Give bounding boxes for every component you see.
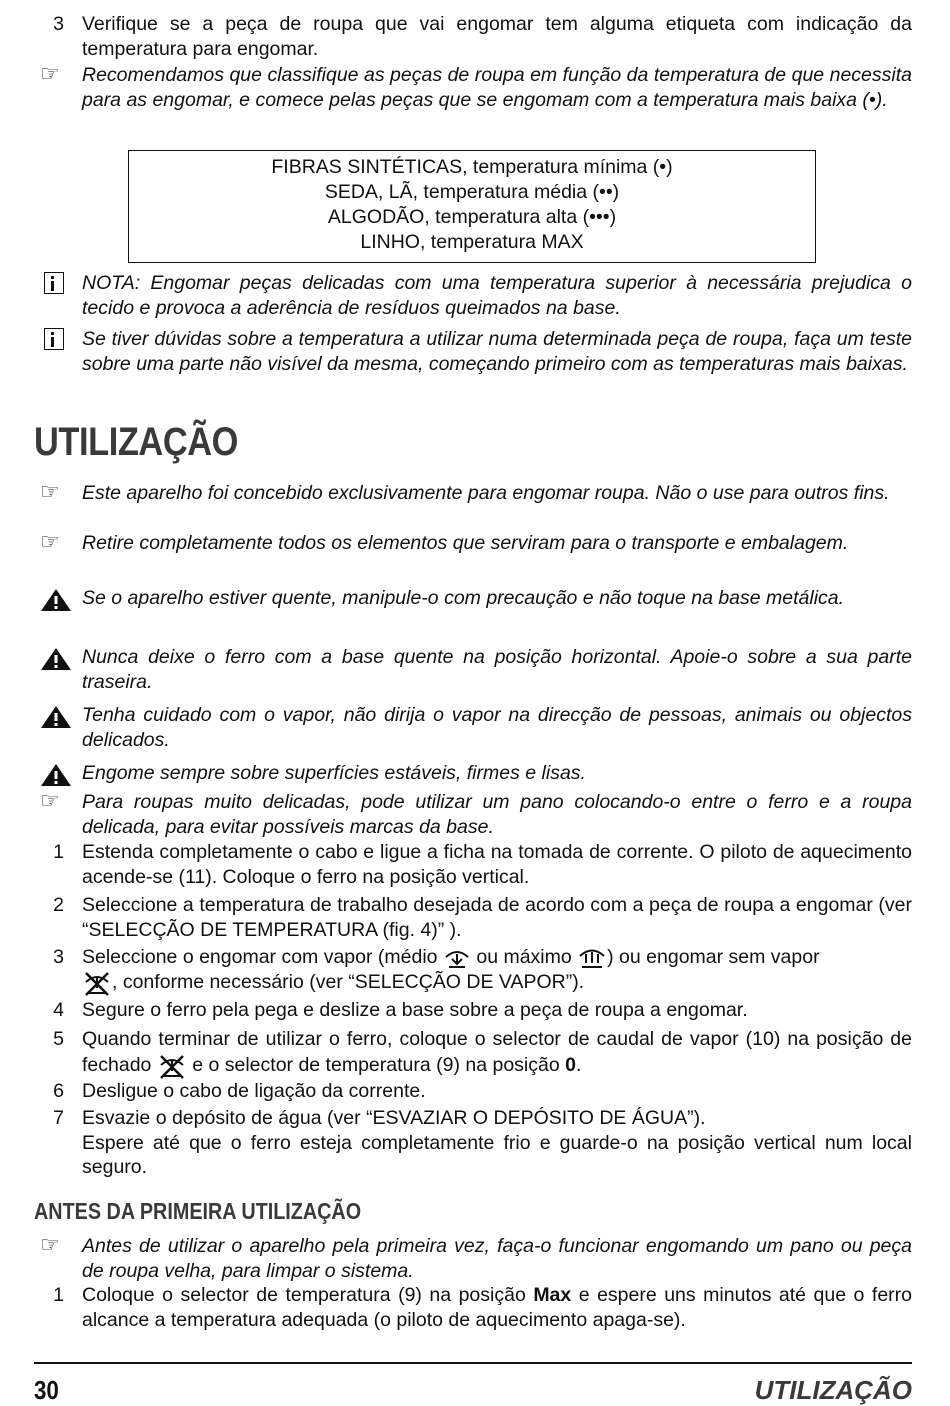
numbered-step [36,1283,912,1332]
steam-medium-icon [443,947,471,969]
step-text: Segure o ferro pela pega e deslize a base sobre a peça de roupa a engomar. [82,999,748,1021]
warning-text: Nunca deixe o ferro com a base quente na posição horizontal. Apoie-o sobre a sua parte traseira. [82,646,912,693]
note-item [36,271,912,320]
tip-item [36,531,912,556]
step-number: 3 [53,13,64,35]
subsection-title: ANTES DA PRIMEIRA UTILIZAÇÃO [34,1198,362,1224]
warning-item [36,703,912,752]
pointing-hand-icon: ☞ [40,479,60,504]
step-text: Verifique se a peça de roupa que vai engomar tem alguma etiqueta com indicação da temperatura para engomar. [82,13,912,60]
info-icon [44,272,64,294]
step-number: 1 [53,1284,64,1306]
warning-icon [40,647,72,671]
numbered-step [36,1026,912,1079]
warning-text: Tenha cuidado com o vapor, não dirija o vapor na direcção de pessoas, animais ou objectos delicados. [82,704,912,751]
warning-icon [40,588,72,612]
pointing-hand-icon: ☞ [40,1232,60,1257]
table-row: SEDA, LÃ, temperatura média (••) [324,181,620,203]
footer-title: UTILIZAÇÃO [754,1375,912,1405]
step-text: Coloque o selector de temperatura (9) na posição Max e espere uns minutos até que o ferro alcance a temperatura adequada (o piloto de aquecimento apaga-se). [82,1284,912,1331]
tip-text: Recomendamos que classifique as peças de roupa em função da temperatura de que necessita para as engomar, e comece pelas peças que se engomam com a temperatura mais baixa (•). [82,64,912,111]
numbered-step [36,998,912,1023]
warning-item [36,761,912,786]
warning-item [36,645,912,694]
table-row: LINHO, temperatura MAX [360,231,584,253]
note-text: Se tiver dúvidas sobre a temperatura a utilizar numa determinada peça de roupa, faça um teste sobre uma parte não visível da mesma, começando primeiro com as temperaturas mais baixas. [82,328,912,375]
step-text: Estenda completamente o cabo e ligue a ficha na tomada de corrente. O piloto de aquecimento acende-se (11). Coloque o ferro na posição vertical. [82,841,912,888]
table-row: ALGODÃO, temperatura alta (•••) [327,206,617,228]
warning-icon [40,763,72,787]
tip-item [36,1234,912,1283]
warning-text: Se o aparelho estiver quente, manipule-o com precaução e não toque na base metálica. [82,587,845,609]
numbered-step [36,12,912,61]
pointing-hand-icon: ☞ [40,61,60,86]
tip-text: Este aparelho foi concebido exclusivamente para engomar roupa. Não o use para outros fins. [82,482,890,504]
section-title: UTILIZAÇÃO [34,420,238,464]
step-text: Seleccione o engomar com vapor (médio ou máximo ) ou engomar sem vapor , conforme necessário (ver “SELECÇÃO DE VAPOR”). [82,945,912,996]
tip-item [36,481,912,506]
tip-text: Para roupas muito delicadas, pode utilizar um pano colocando-o entre o ferro e a roupa delicada, para evitar possíveis marcas da base. [82,791,912,838]
numbered-step [36,1106,912,1180]
pointing-hand-icon: ☞ [40,529,60,554]
no-steam-icon [82,970,112,996]
tip-item [36,790,912,839]
numbered-step [36,1079,912,1104]
warning-item [36,586,912,611]
note-text: NOTA: Engomar peças delicadas com uma temperatura superior à necessária prejudica o tecido e provoca a aderência de resíduos queimados na base. [82,272,912,319]
step-text: Seleccione a temperatura de trabalho desejada de acordo com a peça de roupa a engomar (ver “SELECÇÃO DE TEMPERATURA (fig. 4)” ). [82,894,912,941]
numbered-step [36,840,912,889]
step-number: 7 [53,1107,64,1129]
footer-rule [34,1362,912,1364]
temperature-table [128,150,816,263]
step-number: 4 [53,999,64,1021]
tip-text: Antes de utilizar o aparelho pela primeira vez, faça-o funcionar engomando um pano ou peça de roupa velha, para limpar o sistema. [82,1235,912,1282]
steam-max-icon [577,946,607,970]
step-text: Desligue o cabo de ligação da corrente. [82,1080,426,1102]
pointing-hand-icon: ☞ [40,788,60,813]
tip-text: Retire completamente todos os elementos que serviram para o transporte e embalagem. [82,532,849,554]
warning-icon [40,705,72,729]
note-item [36,327,912,376]
step-number: 5 [53,1028,64,1050]
numbered-step [36,893,912,942]
tip-item [36,63,912,112]
step-number: 2 [53,894,64,916]
table-row: FIBRAS SINTÉTICAS, temperatura mínima (•) [271,156,673,178]
step-number: 6 [53,1080,64,1102]
warning-text: Engome sempre sobre superfícies estáveis, firmes e lisas. [82,762,586,784]
step-number: 1 [53,841,64,863]
step-text: Esvazie o depósito de água (ver “ESVAZIAR O DEPÓSITO DE ÁGUA”). Espere até que o ferro esteja completamente frio e guarde-o na posição vertical num local seguro. [82,1107,912,1178]
info-icon [44,328,64,350]
numbered-step [36,945,912,996]
step-text: Quando terminar de utilizar o ferro, coloque o selector de caudal de vapor (10) na posição de fechado e o selector de temperatura (9) na posição 0. [82,1026,912,1079]
step-number: 3 [53,946,64,968]
page-number: 30 [34,1375,59,1405]
no-steam-icon [157,1053,187,1079]
